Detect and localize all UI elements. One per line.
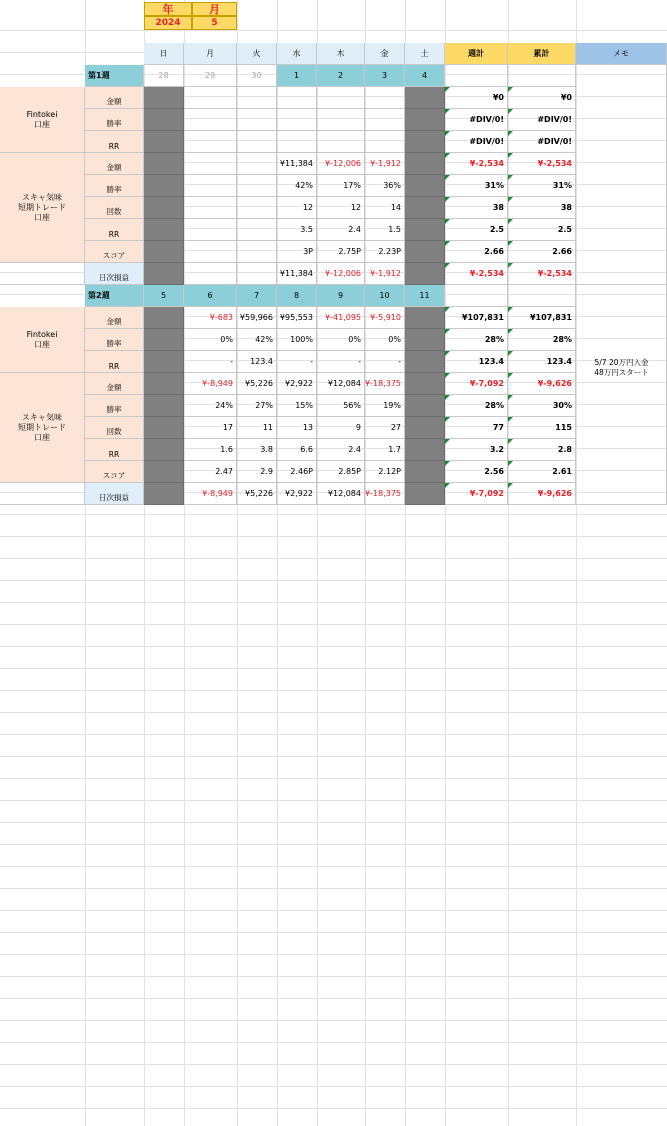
week2-fintokei-label[interactable]: Fintokei 口座 bbox=[0, 307, 85, 373]
week1-fin-amount-cumulative[interactable]: ¥0 bbox=[508, 87, 576, 109]
week1-sc-trades-4[interactable]: 12 bbox=[317, 197, 365, 219]
week2-fin-rr-1[interactable]: - bbox=[184, 351, 237, 373]
week1-date-cumulative[interactable] bbox=[508, 65, 576, 87]
week1-daily-cumulative[interactable]: ¥-2,534 bbox=[508, 263, 576, 285]
week1-daily-6[interactable] bbox=[405, 263, 445, 285]
week2-daily-weekly[interactable]: ¥-7,092 bbox=[445, 483, 508, 505]
week2-daily-3[interactable]: ¥2,922 bbox=[277, 483, 317, 505]
week2-sc-amount-cumulative[interactable]: ¥-9,626 bbox=[508, 373, 576, 395]
week2-sc-win-0[interactable] bbox=[144, 395, 184, 417]
week1-sc-win-label[interactable]: 勝率 bbox=[85, 175, 144, 197]
week1-sc-score-3[interactable]: 3P bbox=[277, 241, 317, 263]
week1-sc-win-weekly[interactable]: 31% bbox=[445, 175, 508, 197]
week2-sc-rr-1[interactable]: 1.6 bbox=[184, 439, 237, 461]
col-header-memo[interactable]: メモ bbox=[576, 43, 667, 65]
week2-sc-amount-1[interactable]: ¥-8,949 bbox=[184, 373, 237, 395]
week1-fin-win-cumulative[interactable]: #DIV/0! bbox=[508, 109, 576, 131]
week1-sc-win-1[interactable] bbox=[184, 175, 237, 197]
week2-fin-win-1[interactable]: 0% bbox=[184, 329, 237, 351]
week1-fintokei-label[interactable]: Fintokei 口座 bbox=[0, 87, 85, 153]
week1-daily-weekly[interactable]: ¥-2,534 bbox=[445, 263, 508, 285]
week1-sc-amount-weekly[interactable]: ¥-2,534 bbox=[445, 153, 508, 175]
week2-sc-win-1[interactable]: 24% bbox=[184, 395, 237, 417]
week1-sc-trades-5[interactable]: 14 bbox=[365, 197, 405, 219]
gridline-h bbox=[0, 602, 667, 603]
week2-fin-amount-4[interactable]: ¥-41,095 bbox=[317, 307, 365, 329]
week1-daily-5[interactable]: ¥-1,912 bbox=[365, 263, 405, 285]
week1-fin-win-0[interactable] bbox=[144, 109, 184, 131]
week2-sc-win-3[interactable]: 15% bbox=[277, 395, 317, 417]
gridline-h bbox=[0, 646, 667, 647]
week1-fin-rr-cumulative[interactable]: #DIV/0! bbox=[508, 131, 576, 153]
gridline-h bbox=[0, 866, 667, 867]
week1-fin-amount-2[interactable] bbox=[237, 87, 277, 109]
week2-sc-rr-6[interactable] bbox=[405, 439, 445, 461]
gridline-h bbox=[0, 932, 667, 933]
week2-fin-amount-2[interactable]: ¥59,966 bbox=[237, 307, 277, 329]
week1-sc-score-label[interactable]: スコア bbox=[85, 241, 144, 263]
week1-sc-trades-6[interactable] bbox=[405, 197, 445, 219]
gridline-h bbox=[0, 712, 667, 713]
week1-sc-score-6[interactable] bbox=[405, 241, 445, 263]
week2-date-2[interactable]: 7 bbox=[237, 285, 277, 307]
week1-sc-win-3[interactable]: 42% bbox=[277, 175, 317, 197]
week2-daily-4[interactable]: ¥12,084 bbox=[317, 483, 365, 505]
week1-sc-rr-3[interactable]: 3.5 bbox=[277, 219, 317, 241]
week1-title[interactable]: 第1週 bbox=[85, 65, 144, 87]
week1-date-wed[interactable]: 1 bbox=[277, 65, 317, 87]
week2-sc-score-5[interactable]: 2.12P bbox=[365, 461, 405, 483]
gridline-h bbox=[0, 668, 667, 669]
week2-sc-score-label[interactable]: スコア bbox=[85, 461, 144, 483]
week1-fin-win-4[interactable] bbox=[317, 109, 365, 131]
week1-sc-rr-label[interactable]: RR bbox=[85, 219, 144, 241]
week1-date-mon[interactable]: 29 bbox=[184, 65, 237, 87]
week2-fin-amount-6[interactable] bbox=[405, 307, 445, 329]
week2-sc-trades-4[interactable]: 9 bbox=[317, 417, 365, 439]
week2-fin-win-0[interactable] bbox=[144, 329, 184, 351]
gridline-h bbox=[0, 734, 667, 735]
week2-fin-win-6[interactable] bbox=[405, 329, 445, 351]
week1-sc-amount-1[interactable] bbox=[184, 153, 237, 175]
week1-fin-rr-weekly[interactable]: #DIV/0! bbox=[445, 131, 508, 153]
month-label[interactable]: 月 bbox=[192, 2, 237, 16]
week2-fin-win-weekly[interactable]: 28% bbox=[445, 329, 508, 351]
week2-sc-score-cumulative[interactable]: 2.61 bbox=[508, 461, 576, 483]
week1-fin-amount-5[interactable] bbox=[365, 87, 405, 109]
col-header-fri[interactable]: 金 bbox=[365, 43, 405, 65]
week2-sc-amount-5[interactable]: ¥-18,375 bbox=[365, 373, 405, 395]
gridline-h bbox=[0, 690, 667, 691]
week1-sc-trades-0[interactable] bbox=[144, 197, 184, 219]
week2-sc-score-3[interactable]: 2.46P bbox=[277, 461, 317, 483]
week1-sc-trades-3[interactable]: 12 bbox=[277, 197, 317, 219]
week2-sc-trades-2[interactable]: 11 bbox=[237, 417, 277, 439]
col-header-sun[interactable]: 日 bbox=[144, 43, 184, 65]
week2-fin-amount-label[interactable]: 金額 bbox=[85, 307, 144, 329]
week2-daily-label[interactable]: 日次損益 bbox=[85, 483, 144, 505]
gridline-h bbox=[0, 998, 667, 999]
week1-sc-trades-1[interactable] bbox=[184, 197, 237, 219]
week2-sc-amount-weekly[interactable]: ¥-7,092 bbox=[445, 373, 508, 395]
week1-sc-amount-label[interactable]: 金額 bbox=[85, 153, 144, 175]
gridline-h bbox=[0, 976, 667, 977]
week2-daily-2[interactable]: ¥5,226 bbox=[237, 483, 277, 505]
week2-date-6[interactable]: 11 bbox=[405, 285, 445, 307]
week2-date-1[interactable]: 6 bbox=[184, 285, 237, 307]
week1-sc-trades-label[interactable]: 回数 bbox=[85, 197, 144, 219]
week2-fin-amount-weekly[interactable]: ¥107,831 bbox=[445, 307, 508, 329]
week2-daily-1[interactable]: ¥-8,949 bbox=[184, 483, 237, 505]
memo-week2-text: 5/7 20万円入金 48万円スタート bbox=[594, 358, 649, 377]
week1-sc-score-2[interactable] bbox=[237, 241, 277, 263]
month-value[interactable]: 5 bbox=[192, 16, 237, 30]
col-header-cumulative[interactable]: 累計 bbox=[508, 43, 576, 65]
gridline-h bbox=[0, 954, 667, 955]
week2-sc-trades-5[interactable]: 27 bbox=[365, 417, 405, 439]
week2-sc-trades-1[interactable]: 17 bbox=[184, 417, 237, 439]
week2-fin-rr-5[interactable]: - bbox=[365, 351, 405, 373]
week1-sc-amount-0[interactable] bbox=[144, 153, 184, 175]
week2-sc-score-6[interactable] bbox=[405, 461, 445, 483]
week2-sc-rr-2[interactable]: 3.8 bbox=[237, 439, 277, 461]
year-label[interactable]: 年 bbox=[144, 2, 192, 16]
week2-sc-trades-6[interactable] bbox=[405, 417, 445, 439]
week2-daily-5[interactable]: ¥-18,375 bbox=[365, 483, 405, 505]
week1-sc-win-6[interactable] bbox=[405, 175, 445, 197]
week1-fin-rr-0[interactable] bbox=[144, 131, 184, 153]
week1-fin-amount-6[interactable] bbox=[405, 87, 445, 109]
week2-fin-win-4[interactable]: 0% bbox=[317, 329, 365, 351]
week2-daily-cumulative[interactable]: ¥-9,626 bbox=[508, 483, 576, 505]
gridline-h bbox=[0, 1108, 667, 1109]
week1-fin-win-1[interactable] bbox=[184, 109, 237, 131]
gridline-h bbox=[0, 1020, 667, 1021]
week2-sc-trades-weekly[interactable]: 77 bbox=[445, 417, 508, 439]
week2-fin-win-cumulative[interactable]: 28% bbox=[508, 329, 576, 351]
week2-title[interactable]: 第2週 bbox=[85, 285, 144, 307]
week2-sc-amount-2[interactable]: ¥5,226 bbox=[237, 373, 277, 395]
week1-fin-win-3[interactable] bbox=[277, 109, 317, 131]
week2-date-3[interactable]: 8 bbox=[277, 285, 317, 307]
week2-sc-amount-0[interactable] bbox=[144, 373, 184, 395]
week1-daily-spacer[interactable] bbox=[0, 263, 85, 285]
gridline-h bbox=[0, 1042, 667, 1043]
week2-sc-amount-3[interactable]: ¥2,922 bbox=[277, 373, 317, 395]
gridline-h bbox=[0, 888, 667, 889]
week1-sc-amount-4[interactable]: ¥-12,006 bbox=[317, 153, 365, 175]
week2-sc-score-weekly[interactable]: 2.56 bbox=[445, 461, 508, 483]
week2-sc-trades-cumulative[interactable]: 115 bbox=[508, 417, 576, 439]
week1-sc-win-4[interactable]: 17% bbox=[317, 175, 365, 197]
week1-sc-trades-weekly[interactable]: 38 bbox=[445, 197, 508, 219]
week2-fin-amount-5[interactable]: ¥-5,910 bbox=[365, 307, 405, 329]
week1-fin-amount-4[interactable] bbox=[317, 87, 365, 109]
gridline-h bbox=[0, 1086, 667, 1087]
week1-daily-2[interactable] bbox=[237, 263, 277, 285]
week1-sc-rr-1[interactable] bbox=[184, 219, 237, 241]
col-header-sat[interactable]: 土 bbox=[405, 43, 445, 65]
week1-date-sun[interactable]: 28 bbox=[144, 65, 184, 87]
week1-sc-win-cumulative[interactable]: 31% bbox=[508, 175, 576, 197]
week1-daily-0[interactable] bbox=[144, 263, 184, 285]
week1-fin-rr-2[interactable] bbox=[237, 131, 277, 153]
week2-fin-rr-weekly[interactable]: 123.4 bbox=[445, 351, 508, 373]
week1-fin-win-5[interactable] bbox=[365, 109, 405, 131]
week2-sc-rr-weekly[interactable]: 3.2 bbox=[445, 439, 508, 461]
week1-sc-rr-4[interactable]: 2.4 bbox=[317, 219, 365, 241]
week2-sc-trades-0[interactable] bbox=[144, 417, 184, 439]
memo-week1[interactable] bbox=[576, 65, 667, 285]
week2-sc-win-label[interactable]: 勝率 bbox=[85, 395, 144, 417]
week1-fin-rr-6[interactable] bbox=[405, 131, 445, 153]
week2-sc-rr-3[interactable]: 6.6 bbox=[277, 439, 317, 461]
week1-sc-rr-cumulative[interactable]: 2.5 bbox=[508, 219, 576, 241]
week1-fin-amount-1[interactable] bbox=[184, 87, 237, 109]
gridline-h bbox=[0, 844, 667, 845]
week1-sc-score-cumulative[interactable]: 2.66 bbox=[508, 241, 576, 263]
week2-date-0[interactable]: 5 bbox=[144, 285, 184, 307]
week1-sc-rr-2[interactable] bbox=[237, 219, 277, 241]
gridline-h bbox=[0, 822, 667, 823]
week1-fin-amount-weekly[interactable]: ¥0 bbox=[445, 87, 508, 109]
week2-date-5[interactable]: 10 bbox=[365, 285, 405, 307]
week2-sc-rr-4[interactable]: 2.4 bbox=[317, 439, 365, 461]
memo-week2[interactable] bbox=[576, 285, 667, 505]
week1-date-thu[interactable]: 2 bbox=[317, 65, 365, 87]
week2-sc-win-6[interactable] bbox=[405, 395, 445, 417]
week2-sc-amount-6[interactable] bbox=[405, 373, 445, 395]
week1-sc-score-0[interactable] bbox=[144, 241, 184, 263]
gridline-h bbox=[0, 514, 667, 515]
week1-fin-rr-1[interactable] bbox=[184, 131, 237, 153]
gridline-h bbox=[0, 624, 667, 625]
gridline-h bbox=[0, 1064, 667, 1065]
week1-sc-trades-2[interactable] bbox=[237, 197, 277, 219]
week1-sc-win-0[interactable] bbox=[144, 175, 184, 197]
week2-fin-rr-6[interactable] bbox=[405, 351, 445, 373]
week2-fin-win-label[interactable]: 勝率 bbox=[85, 329, 144, 351]
week2-sc-score-1[interactable]: 2.47 bbox=[184, 461, 237, 483]
week2-sc-win-4[interactable]: 56% bbox=[317, 395, 365, 417]
week1-sc-rr-weekly[interactable]: 2.5 bbox=[445, 219, 508, 241]
week2-daily-6[interactable] bbox=[405, 483, 445, 505]
week1-fin-win-weekly[interactable]: #DIV/0! bbox=[445, 109, 508, 131]
week1-sc-trades-cumulative[interactable]: 38 bbox=[508, 197, 576, 219]
week1-sc-amount-6[interactable] bbox=[405, 153, 445, 175]
week2-date-cumulative[interactable] bbox=[508, 285, 576, 307]
week1-sc-amount-cumulative[interactable]: ¥-2,534 bbox=[508, 153, 576, 175]
week2-scalp-label[interactable]: スキャ気味 短期トレード 口座 bbox=[0, 373, 85, 483]
gridline-h bbox=[0, 30, 667, 31]
week1-sc-rr-0[interactable] bbox=[144, 219, 184, 241]
gridline-h bbox=[0, 778, 667, 779]
week1-daily-3[interactable]: ¥11,384 bbox=[277, 263, 317, 285]
week2-sc-trades-3[interactable]: 13 bbox=[277, 417, 317, 439]
week1-daily-label[interactable]: 日次損益 bbox=[85, 263, 144, 285]
week2-fin-win-5[interactable]: 0% bbox=[365, 329, 405, 351]
week1-date-sat[interactable]: 4 bbox=[405, 65, 445, 87]
gridline-h bbox=[0, 558, 667, 559]
week2-sc-rr-cumulative[interactable]: 2.8 bbox=[508, 439, 576, 461]
week1-fin-rr-label[interactable]: RR bbox=[85, 131, 144, 153]
week2-sc-score-4[interactable]: 2.85P bbox=[317, 461, 365, 483]
week2-fin-rr-3[interactable]: - bbox=[277, 351, 317, 373]
week2-sc-rr-5[interactable]: 1.7 bbox=[365, 439, 405, 461]
week1-sc-amount-2[interactable] bbox=[237, 153, 277, 175]
week1-fin-win-label[interactable]: 勝率 bbox=[85, 109, 144, 131]
week2-fin-amount-cumulative[interactable]: ¥107,831 bbox=[508, 307, 576, 329]
col-header-mon[interactable]: 月 bbox=[184, 43, 237, 65]
week1-sc-score-weekly[interactable]: 2.66 bbox=[445, 241, 508, 263]
gridline-h bbox=[0, 800, 667, 801]
week2-sc-win-cumulative[interactable]: 30% bbox=[508, 395, 576, 417]
week2-sc-win-weekly[interactable]: 28% bbox=[445, 395, 508, 417]
col-header-wed[interactable]: 水 bbox=[277, 43, 317, 65]
week1-sc-score-5[interactable]: 2.23P bbox=[365, 241, 405, 263]
week2-fin-rr-cumulative[interactable]: 123.4 bbox=[508, 351, 576, 373]
week1-fin-rr-5[interactable] bbox=[365, 131, 405, 153]
week2-daily-spacer[interactable] bbox=[0, 483, 85, 505]
week1-sc-win-5[interactable]: 36% bbox=[365, 175, 405, 197]
gridline-h bbox=[0, 756, 667, 757]
week2-fin-rr-2[interactable]: 123.4 bbox=[237, 351, 277, 373]
week1-date-fri[interactable]: 3 bbox=[365, 65, 405, 87]
week2-sc-win-2[interactable]: 27% bbox=[237, 395, 277, 417]
week2-sc-score-2[interactable]: 2.9 bbox=[237, 461, 277, 483]
week1-sc-score-1[interactable] bbox=[184, 241, 237, 263]
col-header-weekly[interactable]: 週計 bbox=[445, 43, 508, 65]
week1-fin-amount-0[interactable] bbox=[144, 87, 184, 109]
col-header-thu[interactable]: 木 bbox=[317, 43, 365, 65]
week1-sc-rr-5[interactable]: 1.5 bbox=[365, 219, 405, 241]
week2-date-4[interactable]: 9 bbox=[317, 285, 365, 307]
week1-daily-1[interactable] bbox=[184, 263, 237, 285]
week1-fin-rr-4[interactable] bbox=[317, 131, 365, 153]
week2-fin-win-3[interactable]: 100% bbox=[277, 329, 317, 351]
week2-fin-rr-4[interactable]: - bbox=[317, 351, 365, 373]
week1-fin-rr-3[interactable] bbox=[277, 131, 317, 153]
week2-daily-0[interactable] bbox=[144, 483, 184, 505]
week2-sc-score-0[interactable] bbox=[144, 461, 184, 483]
gridline-h bbox=[0, 536, 667, 537]
week2-fin-win-2[interactable]: 42% bbox=[237, 329, 277, 351]
week1-daily-4[interactable]: ¥-12,006 bbox=[317, 263, 365, 285]
week2-sc-win-5[interactable]: 19% bbox=[365, 395, 405, 417]
week2-date-weekly[interactable] bbox=[445, 285, 508, 307]
week2-sc-trades-label[interactable]: 回数 bbox=[85, 417, 144, 439]
week1-date-weekly[interactable] bbox=[445, 65, 508, 87]
week1-sc-rr-6[interactable] bbox=[405, 219, 445, 241]
week1-sc-amount-5[interactable]: ¥-1,912 bbox=[365, 153, 405, 175]
week2-sc-rr-label[interactable]: RR bbox=[85, 439, 144, 461]
week2-fin-amount-0[interactable] bbox=[144, 307, 184, 329]
year-value[interactable]: 2024 bbox=[144, 16, 192, 30]
week2-sc-amount-label[interactable]: 金額 bbox=[85, 373, 144, 395]
gridline-h bbox=[0, 910, 667, 911]
week1-fin-amount-label[interactable]: 金額 bbox=[85, 87, 144, 109]
week1-sc-score-4[interactable]: 2.75P bbox=[317, 241, 365, 263]
week2-fin-amount-1[interactable]: ¥-683 bbox=[184, 307, 237, 329]
week1-sc-win-2[interactable] bbox=[237, 175, 277, 197]
week1-scalp-label[interactable]: スキャ気味 短期トレード 口座 bbox=[0, 153, 85, 263]
week2-fin-rr-0[interactable] bbox=[144, 351, 184, 373]
gridline-h bbox=[0, 580, 667, 581]
week2-fin-rr-label[interactable]: RR bbox=[85, 351, 144, 373]
week2-fin-amount-3[interactable]: ¥95,553 bbox=[277, 307, 317, 329]
week2-sc-rr-0[interactable] bbox=[144, 439, 184, 461]
col-header-tue[interactable]: 火 bbox=[237, 43, 277, 65]
week1-date-tue[interactable]: 30 bbox=[237, 65, 277, 87]
week1-fin-win-2[interactable] bbox=[237, 109, 277, 131]
week1-fin-win-6[interactable] bbox=[405, 109, 445, 131]
week1-fin-amount-3[interactable] bbox=[277, 87, 317, 109]
week1-sc-amount-3[interactable]: ¥11,384 bbox=[277, 153, 317, 175]
week2-sc-amount-4[interactable]: ¥12,084 bbox=[317, 373, 365, 395]
